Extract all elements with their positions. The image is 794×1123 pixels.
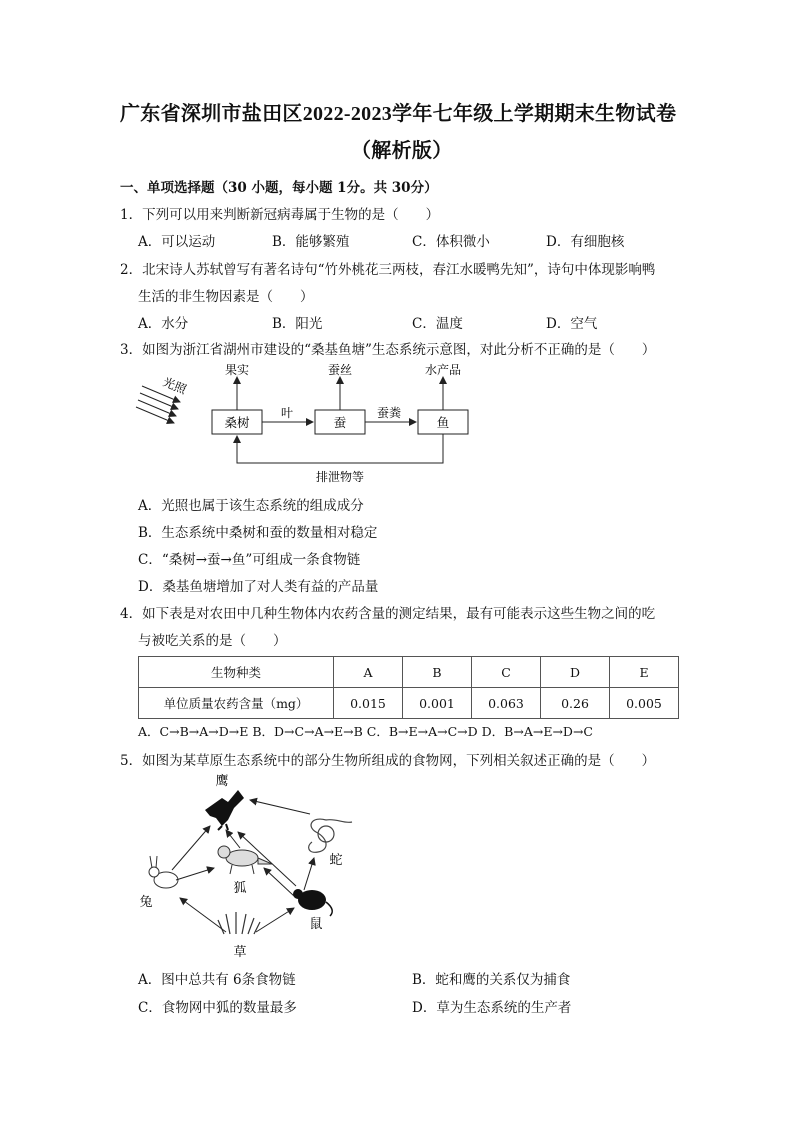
snake-icon — [309, 819, 352, 852]
bottom-label-excreta: 排泄物等 — [315, 470, 365, 484]
q5-option-a: A．图中总共有 6条食物链 — [138, 972, 296, 988]
question-3: 3．如图为浙江省湖州市建设的“桑基鱼塘”生态系统示意图，对此分析不正确的是（ ） — [120, 342, 656, 358]
table-header-cell: B — [403, 657, 472, 688]
grass-label: 草 — [233, 945, 247, 960]
q2-option-a: A．水分 — [138, 316, 189, 332]
q1-option-d: D．有细胞核 — [546, 234, 625, 250]
q2-option-d: D．空气 — [546, 316, 598, 332]
question-2-line-1: 2．北宋诗人苏轼曾写有著名诗句“竹外桃花三两枝，春江水暖鸭先知”，诗句中体现影响鸭 — [120, 262, 656, 278]
light-label: 光照 — [160, 374, 189, 397]
snake-label: 蛇 — [329, 853, 343, 868]
table-header-cell: C — [472, 657, 541, 688]
q3-option-c: C．“桑树→蚕→鱼”可组成一条食物链 — [138, 552, 361, 568]
q5-option-d: D．草为生态系统的生产者 — [412, 1000, 572, 1016]
table-cell: 0.26 — [541, 688, 610, 719]
question-1: 1．下列可以用来判断新冠病毒属于生物的是（ ） — [120, 207, 440, 223]
table-cell: 0.001 — [403, 688, 472, 719]
table-cell: 0.005 — [610, 688, 679, 719]
q2-option-b: B．阳光 — [272, 316, 323, 332]
q5-option-b: B．蛇和鹰的关系仅为捕食 — [412, 972, 571, 988]
fox-icon — [218, 846, 272, 874]
q5-option-c: C．食物网中狐的数量最多 — [138, 1000, 297, 1016]
table-cell: 0.063 — [472, 688, 541, 719]
q1-option-c: C．体积微小 — [412, 234, 490, 250]
q2-option-c: C．温度 — [412, 316, 463, 332]
table-header-cell: 生物种类 — [139, 657, 334, 688]
table-row — [139, 688, 679, 719]
mouse-label: 鼠 — [309, 917, 323, 932]
eagle-label: 鹰 — [215, 774, 229, 789]
box-mulberry-label: 桑树 — [224, 415, 250, 430]
q1-option-b: B．能够繁殖 — [272, 234, 350, 250]
pesticide-table — [138, 656, 679, 719]
page-subtitle: （解析版） — [351, 140, 453, 162]
question-5: 5．如图为某草原生态系统中的部分生物所组成的食物网，下列相关叙述正确的是（ ） — [120, 753, 656, 769]
box-fish-label: 鱼 — [436, 415, 450, 430]
table-header-cell: D — [541, 657, 610, 688]
box-silkworm-label: 蚕 — [333, 415, 347, 430]
question-4-line-1: 4．如下表是对农田中几种生物体内农药含量的测定结果，最有可能表示这些生物之间的吃 — [120, 606, 656, 622]
mouse-icon — [293, 889, 332, 916]
section-heading: 一、单项选择题（30 小题，每小题 1分。共 30分） — [120, 180, 438, 196]
fox-label: 狐 — [233, 881, 247, 896]
q3-option-a: A．光照也属于该生态系统的组成成分 — [138, 498, 364, 514]
arrow-label-leaf: 叶 — [280, 406, 294, 420]
rabbit-label: 兔 — [139, 895, 153, 910]
mulberry-fish-pond-diagram — [130, 360, 490, 490]
table-header-cell: E — [610, 657, 679, 688]
q3-option-b: B．生态系统中桑树和蚕的数量相对稳定 — [138, 525, 378, 541]
top-label-aquatic: 水产品 — [424, 363, 462, 377]
q1-option-a: A．可以运动 — [138, 234, 216, 250]
top-label-silk: 蚕丝 — [327, 363, 353, 377]
arrow-label-silkworm-feces: 蚕粪 — [376, 406, 402, 420]
question-2-line-2: 生活的非生物因素是（ ） — [138, 289, 314, 305]
eagle-icon — [205, 790, 244, 830]
table-row-label: 单位质量农药含量（mg） — [139, 688, 334, 719]
q3-option-d: D．桑基鱼塘增加了对人类有益的产品量 — [138, 579, 379, 595]
page-title: 广东省深圳市盐田区2022-2023学年七年级上学期期末生物试卷 — [120, 103, 677, 125]
q4-options: A．C→B→A→D→E B．D→C→A→E→B C．B→E→A→C→D D．B→A→E→D→C — [138, 724, 593, 739]
top-label-fruit: 果实 — [224, 363, 250, 377]
rabbit-icon — [149, 856, 178, 888]
food-web-diagram — [130, 768, 370, 964]
question-4-line-2: 与被吃关系的是（ ） — [138, 633, 287, 649]
table-header-row — [139, 657, 679, 688]
table-cell: 0.015 — [334, 688, 403, 719]
table-header-cell: A — [334, 657, 403, 688]
